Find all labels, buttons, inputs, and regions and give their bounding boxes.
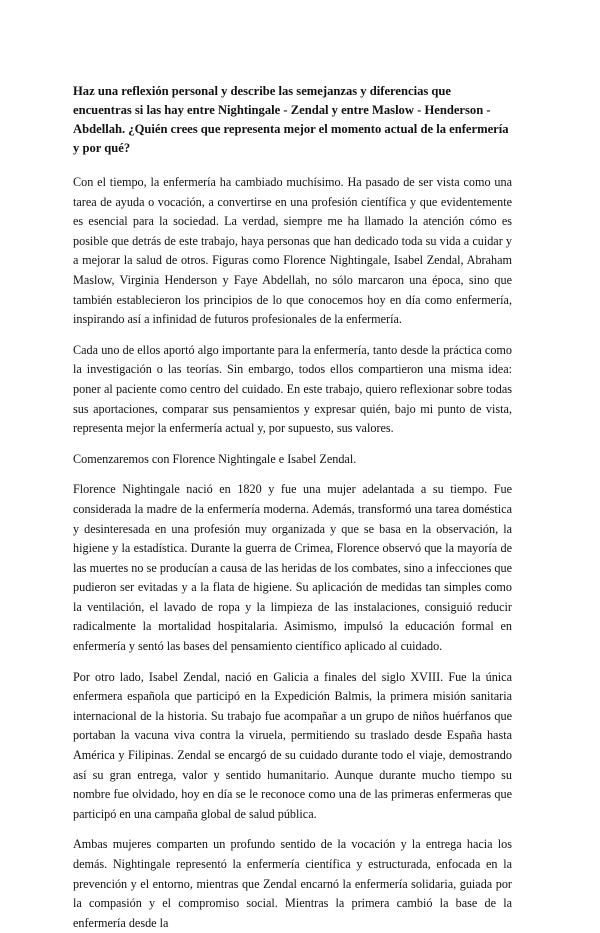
paragraph-section-start: Comenzaremos con Florence Nightingale e Isabel Zendal. (73, 451, 357, 466)
paragraph-intro: Con el tiempo, la enfermería ha cambiado muchísimo. Ha pasado de ser vista como una tarea de ayuda o vocación, a convertirse en una profesión científica y que evidentemente es esencial para la sociedad. La verdad, siempre me ha llamado la atención cómo es posible que detrás de este trabajo, haya personas que han dedicado toda su vida a cuidar y a mejorar la salud de otros. Figuras como Florence Nightingale, Isabel Zendal, Abraham Maslow, Virginia Henderson y Faye Abdellah, no sólo marcaron una época, sino que también establecieron los principios de lo que conocemos hoy en día como enfermería, inspirando así a infinidad de futuros profesionales de la enfermería. (73, 175, 512, 327)
paragraph-contributions: Cada uno de ellos aportó algo importante para la enfermería, tanto desde la práctica como la investigación o las teorías. Sin embargo, todos ellos compartieron una misma idea: poner al paciente como centro del cuidado. En este trabajo, quiero reflexionar sobre todas sus aportaciones, comparar sus pensamientos y expresar quién, bajo mi punto de vista, representa mejor la enfermería actual y, por supuesto, sus valores. (73, 342, 512, 436)
paragraph-zendal: Por otro lado, Isabel Zendal, nació en Galicia a finales del siglo XVIII. Fue la única enfermera española que participó en la Expedición Balmis, la primera misión sanitaria internacional de la historia. Su trabajo fue acompañar a un grupo de niños huérfanos que portaban la vacuna viva contra la viruela, permitiendo su traslado desde España hasta América y Filipinas. Zendal se encargó de su cuidado durante todo el viaje, demostrando así su gran entrega, valor y sentido humanitario. Aunque durante mucho tiempo su nombre fue olvidado, hoy en día se le reconoce como una de las primeras enfermeras que participó en una campaña global de salud pública. (73, 669, 512, 821)
assignment-question: Haz una reflexión personal y describe las semejanzas y diferencias que encuentras si las hay entre Nightingale - Zendal y entre Maslow - Henderson - Abdellah. ¿Quién crees que representa mejor el momento actual de la enfermería y por qué? (73, 84, 509, 155)
paragraph-comparison: Ambas mujeres comparten un profundo sentido de la vocación y la entrega hacia los demás. Nightingale representó la enfermería científica y estructurada, enfocada en la prevención y el entorno, mientras que Zendal encarnó la enfermería solidaria, guiada por la compasión y el compromiso social. Mientras la primera cambió la base de la enfermería desde la (73, 837, 512, 930)
paragraph-nightingale: Florence Nightingale nació en 1820 y fue una mujer adelantada a su tiempo. Fue considerada la madre de la enfermería moderna. Además, transformó una tarea doméstica y desinteresada en una profesión muy organizada y que se basa en la observación, la higiene y la estadística. Durante la guerra de Crimea, Florence observó que la mayoría de las muertes no se producían a causa de las heridas de los combates, sino a infecciones que pudieron ser evitadas y a la flata de higiene. Su aplicación de medidas tan simples como la ventilación, el lavado de ropa y la limpieza de las instalaciones, consiguió reducir radicalmente la mortalidad hospitalaria. Asimismo, impulsó la educación formal en enfermería y sentó las bases del pensamiento científico aplicado al cuidado. (73, 482, 512, 654)
